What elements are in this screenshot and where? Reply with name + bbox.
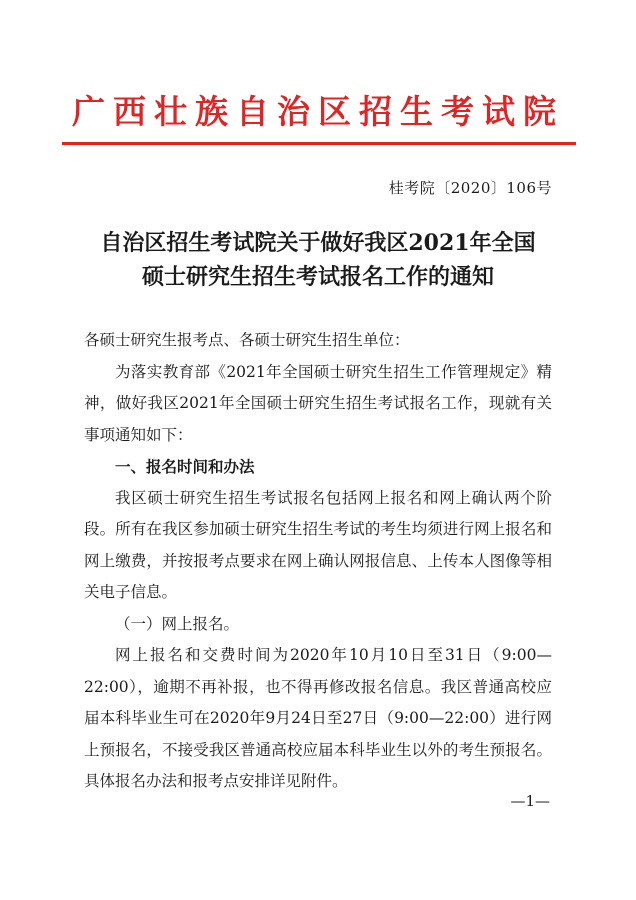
notice-body (84, 325, 552, 798)
subsection-1-paragraph: 网上报名和交费时间为2020年10月10日至31日（9:00—22:00），逾期不再补报，也不得再修改报名信息。我区普通高校应届本科毕业生可在2020年9月24日至27日（9:00—22:00）进行网上预报名，不接受我区普通高校应届本科毕业生以外的考生预报名。具体报名办法和报考点安排详见附件。 (84, 646, 552, 790)
page-number: —1— (510, 792, 550, 810)
section-1-paragraph: 我区硕士研究生招生考试报名包括网上报名和网上确认两个阶段。所有在我区参加硕士研究生招生考试的考生均须进行网上报名和网上缴费，并按报考点要求在网上确认网报信息、上传本人图像等相关电子信息。 (84, 488, 552, 601)
notice-title-line-1: 自治区招生考试院关于做好我区2021年全国 (100, 230, 536, 256)
issuing-organization: 广西壮族自治区招生考试院 (72, 92, 564, 131)
red-header-rule (62, 142, 576, 145)
notice-title-line-2: 硕士研究生招生考试报名工作的通知 (141, 264, 494, 290)
section-1-heading: 一、报名时间和办法 (115, 457, 255, 476)
notice-title (60, 226, 576, 294)
document-number: 桂考院〔2020〕106号 (388, 179, 552, 197)
intro-paragraph: 为落实教育部《2021年全国硕士研究生招生工作管理规定》精神，做好我区2021年全国硕士研究生招生考试报名工作，现就有关事项通知如下： (84, 362, 552, 444)
salutation: 各硕士研究生报考点、各硕士研究生招生单位： (84, 331, 410, 349)
subsection-1-heading: （一）网上报名。 (115, 614, 240, 633)
